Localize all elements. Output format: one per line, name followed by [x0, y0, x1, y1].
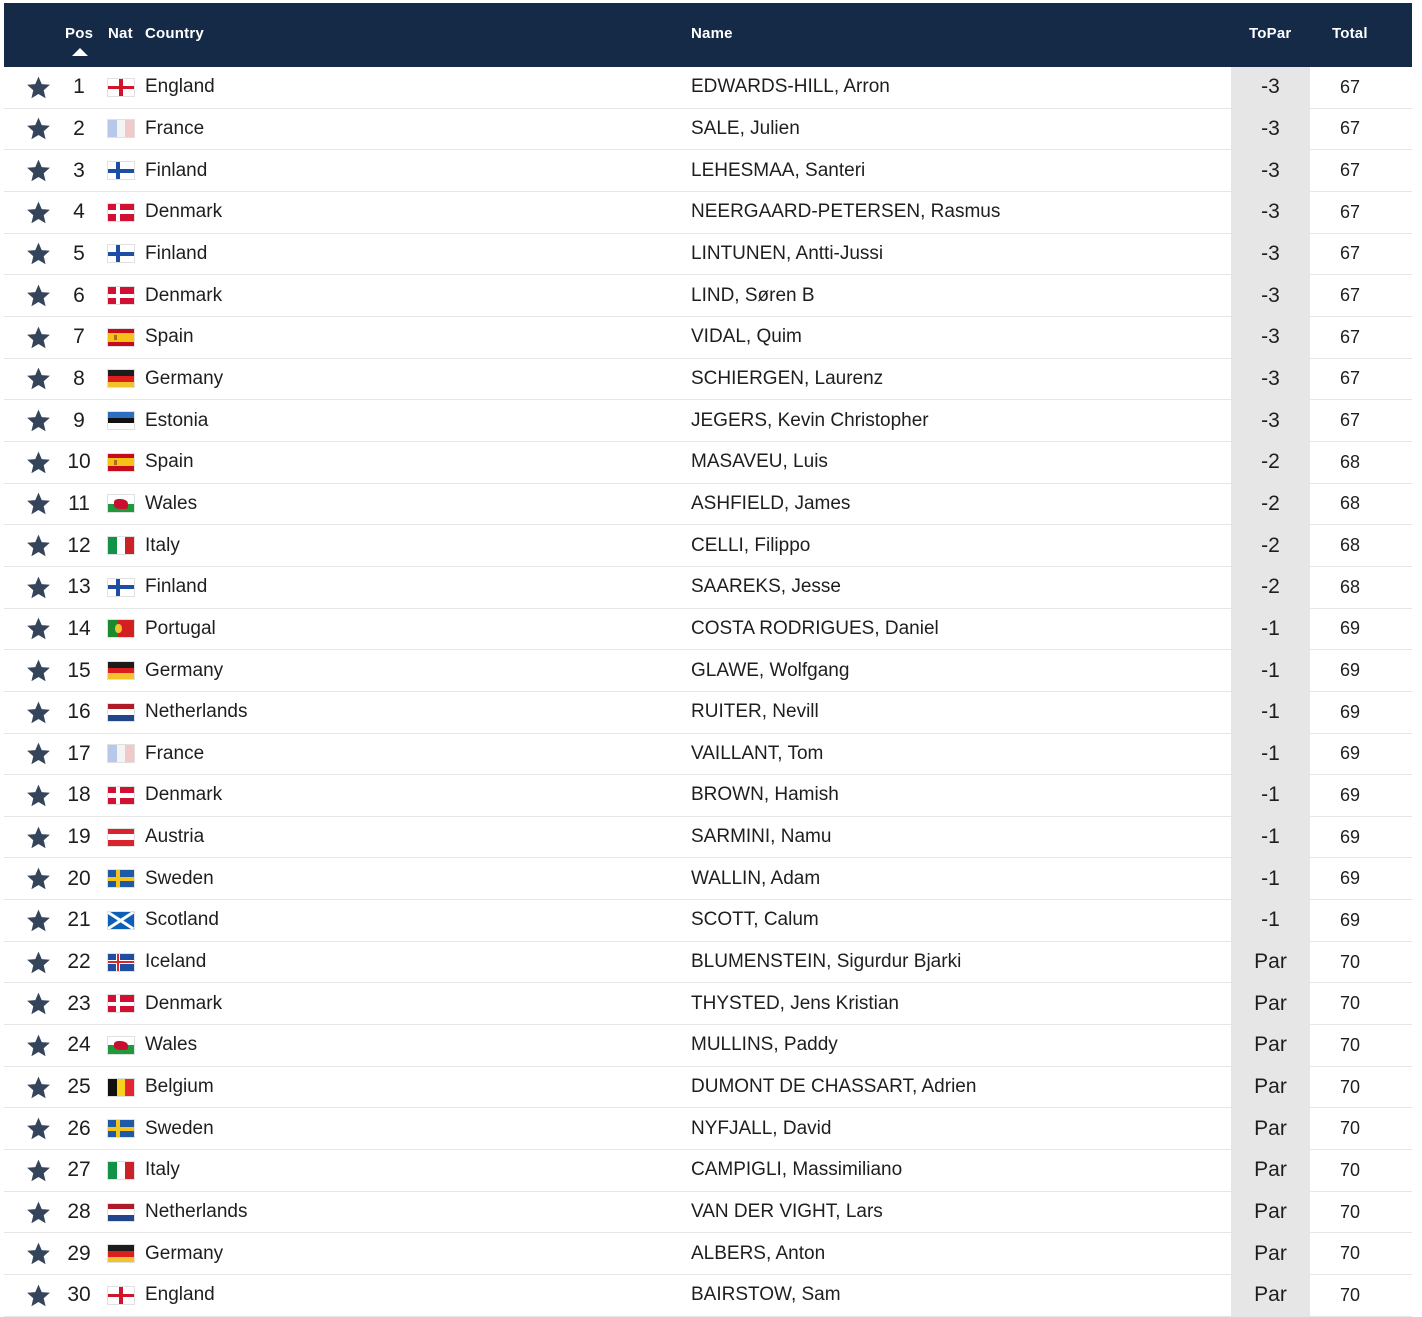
- table-row[interactable]: [4, 942, 1412, 984]
- table-row[interactable]: [4, 150, 1412, 192]
- star-icon[interactable]: [25, 150, 51, 191]
- total-score: 67: [1339, 285, 1361, 306]
- total-score: 69: [1339, 618, 1361, 639]
- star-icon[interactable]: [25, 109, 51, 150]
- player-name[interactable]: JEGERS, Kevin Christopher: [691, 409, 929, 431]
- iceland-flag-icon: [108, 942, 134, 983]
- position: 23: [67, 991, 91, 1015]
- star-icon[interactable]: [25, 1233, 51, 1274]
- position: 8: [73, 366, 85, 390]
- star-icon[interactable]: [25, 1067, 51, 1108]
- table-row[interactable]: [4, 192, 1412, 234]
- to-par: -1: [1231, 650, 1310, 691]
- star-icon[interactable]: [25, 275, 51, 316]
- position: 3: [73, 158, 85, 182]
- to-par: Par: [1231, 1150, 1310, 1191]
- to-par: -3: [1231, 234, 1310, 275]
- position: 11: [68, 491, 90, 515]
- position: 10: [67, 450, 91, 474]
- table-row[interactable]: [4, 400, 1412, 442]
- position: 15: [67, 658, 91, 682]
- total-score: 70: [1339, 951, 1361, 972]
- to-par: -1: [1231, 609, 1310, 650]
- player-name[interactable]: RUITER, Nevill: [691, 701, 819, 723]
- to-par: -3: [1231, 192, 1310, 233]
- player-name[interactable]: CAMPIGLI, Massimiliano: [691, 1159, 903, 1181]
- total-score: 68: [1339, 535, 1361, 556]
- total-score: 70: [1339, 1243, 1361, 1264]
- player-name[interactable]: NEERGAARD-PETERSEN, Rasmus: [691, 201, 1001, 223]
- netherlands-flag-icon: [108, 692, 134, 733]
- position: 5: [73, 241, 85, 265]
- player-name[interactable]: LEHESMAA, Santeri: [691, 159, 866, 181]
- country: Spain: [145, 326, 194, 348]
- table-row[interactable]: [4, 317, 1412, 359]
- total-score: 67: [1339, 368, 1361, 389]
- table-row[interactable]: [4, 275, 1412, 317]
- sweden-flag-icon: [108, 858, 134, 899]
- star-icon[interactable]: [25, 650, 51, 691]
- star-icon[interactable]: [25, 942, 51, 983]
- country: Germany: [145, 1242, 224, 1264]
- star-icon[interactable]: [25, 67, 51, 108]
- total-score: 70: [1339, 1034, 1361, 1055]
- total-score: 70: [1339, 1284, 1361, 1305]
- star-icon[interactable]: [25, 525, 51, 566]
- total-score: 67: [1339, 118, 1361, 139]
- table-row[interactable]: [4, 650, 1412, 692]
- to-par: -3: [1231, 275, 1310, 316]
- country: Netherlands: [145, 701, 248, 723]
- position: 13: [67, 575, 91, 599]
- position: 4: [73, 200, 85, 224]
- player-name[interactable]: LIND, Søren B: [691, 284, 815, 306]
- total-score: 68: [1339, 493, 1361, 514]
- country: Spain: [145, 451, 194, 473]
- total-score: 68: [1339, 451, 1361, 472]
- to-par: -3: [1231, 67, 1310, 108]
- star-icon[interactable]: [25, 1025, 51, 1066]
- scotland-flag-icon: [108, 900, 134, 941]
- country: Finland: [145, 242, 208, 264]
- position: 30: [67, 1283, 91, 1307]
- player-name[interactable]: DUMONT DE CHASSART, Adrien: [691, 1076, 977, 1098]
- total-score: 69: [1339, 701, 1361, 722]
- portugal-flag-icon: [108, 609, 134, 650]
- total-score: 67: [1339, 201, 1361, 222]
- to-par: -1: [1231, 900, 1310, 941]
- total-score: 69: [1339, 868, 1361, 889]
- denmark-flag-icon: [108, 983, 134, 1024]
- to-par: -1: [1231, 858, 1310, 899]
- header-nat[interactable]: Nat: [108, 25, 133, 42]
- italy-flag-icon: [108, 525, 134, 566]
- star-icon[interactable]: [25, 442, 51, 483]
- player-name[interactable]: SARMINI, Namu: [691, 826, 832, 848]
- position: 24: [67, 1033, 91, 1057]
- table-row[interactable]: [4, 234, 1412, 276]
- table-row[interactable]: [4, 109, 1412, 151]
- to-par: Par: [1231, 1275, 1310, 1316]
- star-icon[interactable]: [25, 692, 51, 733]
- total-score: 69: [1339, 743, 1361, 764]
- table-row[interactable]: [4, 609, 1412, 651]
- to-par: Par: [1231, 1233, 1310, 1274]
- position: 28: [67, 1200, 91, 1224]
- star-icon[interactable]: [25, 817, 51, 858]
- total-score: 67: [1339, 410, 1361, 431]
- star-icon[interactable]: [25, 400, 51, 441]
- table-row[interactable]: [4, 1150, 1412, 1192]
- table-row[interactable]: [4, 900, 1412, 942]
- position: 9: [73, 408, 85, 432]
- england-flag-icon: [108, 1275, 134, 1316]
- star-icon[interactable]: [25, 983, 51, 1024]
- header-country[interactable]: Country: [145, 25, 204, 42]
- player-name[interactable]: BAIRSTOW, Sam: [691, 1284, 841, 1306]
- player-name[interactable]: CELLI, Filippo: [691, 534, 811, 556]
- country: England: [145, 1284, 215, 1306]
- table-row[interactable]: [4, 734, 1412, 776]
- finland-flag-icon: [108, 150, 134, 191]
- to-par: -3: [1231, 150, 1310, 191]
- to-par: -1: [1231, 692, 1310, 733]
- player-name[interactable]: SAAREKS, Jesse: [691, 576, 841, 598]
- star-icon[interactable]: [25, 1150, 51, 1191]
- table-header: [4, 3, 1412, 67]
- position: 20: [67, 866, 91, 890]
- table-row[interactable]: [4, 1275, 1412, 1317]
- position: 6: [73, 283, 85, 307]
- player-name[interactable]: BLUMENSTEIN, Sigurdur Bjarki: [691, 951, 962, 973]
- total-score: 70: [1339, 1076, 1361, 1097]
- country: Italy: [145, 534, 180, 556]
- position: 29: [67, 1241, 91, 1265]
- player-name[interactable]: LINTUNEN, Antti-Jussi: [691, 242, 884, 264]
- country: Belgium: [145, 1076, 214, 1098]
- star-icon[interactable]: [25, 1108, 51, 1149]
- player-name[interactable]: SCOTT, Calum: [691, 909, 819, 931]
- to-par: -2: [1231, 442, 1310, 483]
- star-icon[interactable]: [25, 775, 51, 816]
- to-par: Par: [1231, 1108, 1310, 1149]
- table-row[interactable]: [4, 359, 1412, 401]
- position: 14: [67, 616, 91, 640]
- country: France: [145, 742, 205, 764]
- to-par: -1: [1231, 734, 1310, 775]
- player-name[interactable]: ASHFIELD, James: [691, 492, 851, 514]
- total-score: 68: [1339, 576, 1361, 597]
- leaderboard-table: [4, 3, 1412, 1316]
- star-icon[interactable]: [25, 234, 51, 275]
- country: England: [145, 76, 215, 98]
- position: 25: [67, 1075, 91, 1099]
- position: 12: [67, 533, 91, 557]
- denmark-flag-icon: [108, 192, 134, 233]
- star-icon[interactable]: [25, 1192, 51, 1233]
- star-icon[interactable]: [25, 484, 51, 525]
- to-par: Par: [1231, 942, 1310, 983]
- total-score: 70: [1339, 1201, 1361, 1222]
- to-par: -3: [1231, 317, 1310, 358]
- star-icon[interactable]: [25, 567, 51, 608]
- sort-ascending-icon[interactable]: [72, 48, 88, 56]
- star-icon[interactable]: [25, 734, 51, 775]
- star-icon[interactable]: [25, 359, 51, 400]
- table-row[interactable]: [4, 817, 1412, 859]
- table-row[interactable]: [4, 1025, 1412, 1067]
- total-score: 70: [1339, 993, 1361, 1014]
- country: France: [145, 117, 205, 139]
- germany-flag-icon: [108, 1233, 134, 1274]
- position: 26: [67, 1116, 91, 1140]
- total-score: 69: [1339, 784, 1361, 805]
- table-body: [4, 67, 1412, 1317]
- country: Denmark: [145, 784, 223, 806]
- total-score: 69: [1339, 909, 1361, 930]
- player-name[interactable]: MULLINS, Paddy: [691, 1034, 838, 1056]
- netherlands-flag-icon: [108, 1192, 134, 1233]
- finland-flag-icon: [108, 234, 134, 275]
- position: 19: [67, 825, 91, 849]
- france-flag-icon: [108, 734, 134, 775]
- position: 7: [73, 325, 85, 349]
- country: Austria: [145, 826, 205, 848]
- total-score: 69: [1339, 826, 1361, 847]
- spain-flag-icon: [108, 442, 134, 483]
- country: Denmark: [145, 284, 223, 306]
- position: 1: [73, 75, 85, 99]
- germany-flag-icon: [108, 359, 134, 400]
- position: 17: [67, 741, 91, 765]
- country: Sweden: [145, 867, 214, 889]
- position: 2: [73, 116, 85, 140]
- country: Germany: [145, 659, 224, 681]
- france-flag-icon: [108, 109, 134, 150]
- table-row[interactable]: [4, 1067, 1412, 1109]
- england-flag-icon: [108, 67, 134, 108]
- to-par: -2: [1231, 484, 1310, 525]
- player-name[interactable]: EDWARDS-HILL, Arron: [691, 76, 890, 98]
- to-par: Par: [1231, 1192, 1310, 1233]
- country: Finland: [145, 576, 208, 598]
- to-par: -1: [1231, 775, 1310, 816]
- player-name[interactable]: COSTA RODRIGUES, Daniel: [691, 617, 939, 639]
- wales-flag-icon: [108, 484, 134, 525]
- to-par: -3: [1231, 400, 1310, 441]
- country: Portugal: [145, 617, 216, 639]
- austria-flag-icon: [108, 817, 134, 858]
- table-row[interactable]: [4, 775, 1412, 817]
- position: 22: [67, 950, 91, 974]
- country: Wales: [145, 492, 198, 514]
- header-total[interactable]: Total: [1332, 25, 1368, 42]
- star-icon[interactable]: [25, 317, 51, 358]
- player-name[interactable]: ALBERS, Anton: [691, 1242, 826, 1264]
- country: Netherlands: [145, 1201, 248, 1223]
- table-row[interactable]: [4, 1233, 1412, 1275]
- country: Iceland: [145, 951, 207, 973]
- table-row[interactable]: [4, 525, 1412, 567]
- to-par: -1: [1231, 817, 1310, 858]
- player-name[interactable]: BROWN, Hamish: [691, 784, 839, 806]
- player-name[interactable]: SCHIERGEN, Laurenz: [691, 367, 884, 389]
- total-score: 70: [1339, 1159, 1361, 1180]
- wales-flag-icon: [108, 1025, 134, 1066]
- total-score: 67: [1339, 243, 1361, 264]
- denmark-flag-icon: [108, 775, 134, 816]
- table-row[interactable]: [4, 567, 1412, 609]
- table-row[interactable]: [4, 692, 1412, 734]
- spain-flag-icon: [108, 317, 134, 358]
- total-score: 70: [1339, 1118, 1361, 1139]
- player-name[interactable]: VIDAL, Quim: [691, 326, 802, 348]
- to-par: -2: [1231, 525, 1310, 566]
- table-row[interactable]: [4, 983, 1412, 1025]
- table-row[interactable]: [4, 67, 1412, 109]
- to-par: -3: [1231, 359, 1310, 400]
- table-row[interactable]: [4, 484, 1412, 526]
- player-name[interactable]: NYFJALL, David: [691, 1117, 832, 1139]
- player-name[interactable]: WALLIN, Adam: [691, 867, 821, 889]
- to-par: Par: [1231, 1067, 1310, 1108]
- finland-flag-icon: [108, 567, 134, 608]
- table-row[interactable]: [4, 1192, 1412, 1234]
- sweden-flag-icon: [108, 1108, 134, 1149]
- player-name[interactable]: THYSTED, Jens Kristian: [691, 992, 899, 1014]
- belgium-flag-icon: [108, 1067, 134, 1108]
- table-row[interactable]: [4, 858, 1412, 900]
- total-score: 67: [1339, 160, 1361, 181]
- player-name[interactable]: VAN DER VIGHT, Lars: [691, 1201, 883, 1223]
- total-score: 67: [1339, 326, 1361, 347]
- position: 21: [67, 908, 91, 932]
- table-row[interactable]: [4, 1108, 1412, 1150]
- country: Sweden: [145, 1117, 214, 1139]
- total-score: 69: [1339, 660, 1361, 681]
- estonia-flag-icon: [108, 400, 134, 441]
- country: Estonia: [145, 409, 209, 431]
- country: Denmark: [145, 201, 223, 223]
- country: Germany: [145, 367, 224, 389]
- country: Scotland: [145, 909, 219, 931]
- country: Denmark: [145, 992, 223, 1014]
- position: 27: [67, 1158, 91, 1182]
- header-name[interactable]: Name: [691, 25, 733, 42]
- country: Wales: [145, 1034, 198, 1056]
- player-name[interactable]: VAILLANT, Tom: [691, 742, 824, 764]
- to-par: Par: [1231, 1025, 1310, 1066]
- country: Italy: [145, 1159, 180, 1181]
- header-pos[interactable]: Pos: [65, 25, 94, 42]
- position: 18: [67, 783, 91, 807]
- star-icon[interactable]: [25, 192, 51, 233]
- star-icon[interactable]: [25, 900, 51, 941]
- star-icon[interactable]: [25, 609, 51, 650]
- to-par: -2: [1231, 567, 1310, 608]
- country: Finland: [145, 159, 208, 181]
- player-name[interactable]: SALE, Julien: [691, 117, 800, 139]
- position: 16: [67, 700, 91, 724]
- star-icon[interactable]: [25, 858, 51, 899]
- player-name[interactable]: MASAVEU, Luis: [691, 451, 828, 473]
- germany-flag-icon: [108, 650, 134, 691]
- italy-flag-icon: [108, 1150, 134, 1191]
- table-row[interactable]: [4, 442, 1412, 484]
- total-score: 67: [1339, 76, 1361, 97]
- star-icon[interactable]: [25, 1275, 51, 1316]
- to-par: Par: [1231, 983, 1310, 1024]
- to-par: -3: [1231, 109, 1310, 150]
- header-topar[interactable]: ToPar: [1249, 25, 1292, 42]
- player-name[interactable]: GLAWE, Wolfgang: [691, 659, 850, 681]
- denmark-flag-icon: [108, 275, 134, 316]
